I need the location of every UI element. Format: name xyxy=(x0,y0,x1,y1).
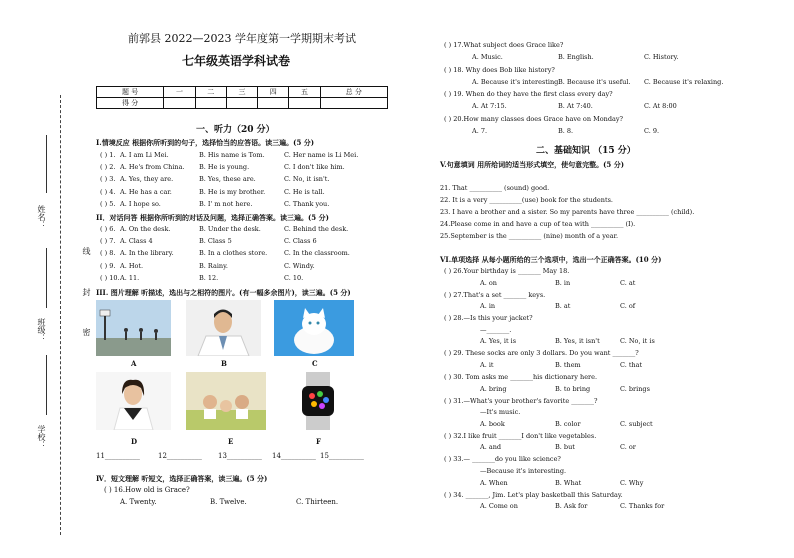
option-c[interactable]: C. Why xyxy=(620,478,644,487)
name-label: 姓名： xyxy=(37,205,46,229)
question-number: ( ) 9. xyxy=(100,261,116,270)
option-b[interactable]: B. Ask for xyxy=(555,502,588,511)
part1-title: 一、听力（20 分） xyxy=(196,125,275,135)
score-cell[interactable] xyxy=(289,98,320,109)
option-b[interactable]: B. Class 5 xyxy=(199,237,232,246)
option-b[interactable]: B. 8. xyxy=(558,126,574,135)
school-label: 学校： xyxy=(37,425,46,449)
school-line xyxy=(46,355,47,415)
option-c[interactable]: C. I don't like him. xyxy=(284,163,345,172)
section6-title: VI.单项选择 从每小题所给的三个选项中，选出一个正确答案。(10 分) xyxy=(440,255,662,264)
option-c[interactable]: C. of xyxy=(620,302,636,311)
option-c[interactable]: C. Thanks for xyxy=(620,502,665,511)
option-a[interactable]: A. Class 4 xyxy=(120,237,153,246)
option-c[interactable]: C. No, it isn't. xyxy=(284,175,330,184)
picture-label-d: D xyxy=(131,437,138,446)
option-b[interactable]: B. Yes, these are. xyxy=(199,175,256,184)
option-a[interactable]: A. Music. xyxy=(472,53,503,61)
score-cell: 一 xyxy=(164,87,195,98)
blank-12[interactable]: 12__________ xyxy=(158,452,202,460)
option-b[interactable]: B. them xyxy=(555,361,581,369)
question-number: ( ) 10. xyxy=(100,273,120,282)
listening-question: ( ) 17.What subject does Grace like? xyxy=(444,41,564,49)
question-number: ( ) 5. xyxy=(100,199,116,208)
picture-label-c: C xyxy=(312,359,318,368)
picture-c-cat xyxy=(274,300,354,356)
option-c[interactable]: C. 10. xyxy=(284,273,304,282)
option-c[interactable]: C. History. xyxy=(644,53,679,61)
section5-title: V.句意填词 用所给词的适当形式填空，使句意完整。(5 分) xyxy=(440,160,625,169)
option-a[interactable]: A. 7. xyxy=(472,126,488,135)
score-cell: 题 号 xyxy=(97,87,164,98)
option-c[interactable]: C. subject xyxy=(620,419,653,428)
option-a[interactable]: A. 11. xyxy=(120,273,140,282)
score-table xyxy=(96,86,388,109)
question-number: ( ) 4. xyxy=(100,187,116,196)
option-b[interactable]: B. What xyxy=(555,478,582,487)
picture-label-e: E xyxy=(228,437,234,446)
option-a[interactable]: A. on xyxy=(480,278,497,287)
mcq-question: ( ) 26.Your birthday is _______ May 18. xyxy=(444,267,570,275)
option-a[interactable]: A. Yes, they are. xyxy=(120,175,174,184)
mcq-question-line2: —It's music. xyxy=(480,408,521,417)
option-c[interactable]: C. 9. xyxy=(644,126,660,135)
option-c[interactable]: C. brings xyxy=(620,384,650,393)
option-c[interactable]: C. In the classroom. xyxy=(284,249,350,258)
option-a[interactable]: A. When xyxy=(480,478,508,487)
picture-label-a: A xyxy=(131,359,137,368)
option-b[interactable]: B. but xyxy=(555,443,575,452)
option-a[interactable]: A. Hot. xyxy=(120,261,144,270)
mcq-question: ( ) 27.That's a set _______ keys. xyxy=(444,290,546,299)
score-cell[interactable] xyxy=(320,98,387,109)
option-a[interactable]: A. He's from China. xyxy=(120,163,185,172)
option-a[interactable]: A. At 7:15. xyxy=(472,102,507,110)
blank-14[interactable]: 14__________ xyxy=(272,452,316,460)
mcq-question: ( ) 30. Tom asks me _______his dictionary here. xyxy=(444,373,598,381)
option-c[interactable]: C. Behind the desk. xyxy=(284,225,349,233)
picture-e-family xyxy=(186,372,266,430)
option-b[interactable]: B. He is young. xyxy=(199,163,250,172)
class-label: 班级： xyxy=(37,318,46,342)
score-cell: 总 分 xyxy=(320,87,387,98)
option-a[interactable]: A. in xyxy=(480,302,496,311)
seal-dashed-line xyxy=(60,95,61,535)
q16-option-a[interactable]: A. Twenty. xyxy=(120,498,157,506)
option-c[interactable]: C. Because it's relaxing. xyxy=(644,77,724,86)
score-cell: 得 分 xyxy=(97,98,164,109)
mcq-question: ( ) 28.—Is this your jacket? xyxy=(444,314,533,323)
option-b[interactable]: B. 12. xyxy=(199,273,219,282)
option-b[interactable]: B. English. xyxy=(558,53,594,61)
picture-label-f: F xyxy=(316,437,321,446)
mcq-question: ( ) 34. _______, Jim. Let's play basketball this Saturday. xyxy=(444,490,623,499)
question-number: ( ) 2. xyxy=(100,163,116,172)
seal-char-secret: 密 xyxy=(82,328,91,336)
option-c[interactable]: C. Class 6 xyxy=(284,237,317,246)
option-c[interactable]: C. No, it is xyxy=(620,337,655,346)
mcq-question: ( ) 29. These socks are only 3 dollars. Do you want _______? xyxy=(444,349,639,358)
option-b[interactable]: B. Because it's useful. xyxy=(558,77,631,86)
option-b[interactable]: B. Under the desk. xyxy=(199,225,261,233)
option-b[interactable]: B. to bring xyxy=(555,384,591,393)
option-b[interactable]: B. He is my brother. xyxy=(199,187,266,196)
option-a[interactable]: A. I am Li Mei. xyxy=(120,151,169,159)
section4-title: Ⅳ．短文理解 听短文，选择正确答案，读三遍。(5 分) xyxy=(96,474,268,483)
picture-label-b: B xyxy=(221,359,227,368)
option-c[interactable]: C. At 8:00 xyxy=(644,102,677,110)
option-a[interactable]: A. In the library. xyxy=(120,249,174,258)
score-cell: 二 xyxy=(195,87,226,98)
question-16: ( ) 16.How old is Grace? xyxy=(104,486,190,494)
option-b[interactable]: B. I' m not here. xyxy=(199,199,253,208)
score-cell[interactable] xyxy=(195,98,226,109)
blank-11[interactable]: 11__________ xyxy=(96,452,140,460)
option-a[interactable]: A. On the desk. xyxy=(120,225,171,233)
option-c[interactable]: C. Thank you. xyxy=(284,199,330,208)
question-number: ( ) 1. xyxy=(100,151,116,159)
picture-f-smartwatch xyxy=(282,372,354,430)
mcq-question-line2: —_______. xyxy=(480,325,512,334)
q16-option-b[interactable]: B. Twelve. xyxy=(210,498,247,506)
option-b[interactable]: B. in xyxy=(555,278,571,287)
score-cell: 四 xyxy=(258,87,289,98)
question-number: ( ) 3. xyxy=(100,175,116,184)
option-a[interactable]: A. Because it's interesting. xyxy=(472,77,561,86)
listening-question: ( ) 18. Why does Bob like history? xyxy=(444,65,555,74)
picture-b-doctor xyxy=(186,300,261,356)
option-b[interactable]: B. His name is Tom. xyxy=(199,151,265,159)
option-a[interactable]: A. I hope so. xyxy=(120,199,161,208)
option-b[interactable]: B. at xyxy=(555,302,571,311)
option-c[interactable]: C. at xyxy=(620,278,636,287)
fill-blank-item[interactable]: 23. I have a brother and a sister. So my parents have three __________ (child). xyxy=(440,208,695,216)
section2-title: II．对话问答 根据你所听到的对话及问题，选择正确答案。读三遍。(5 分) xyxy=(96,213,329,222)
question-number: ( ) 7. xyxy=(100,237,116,246)
option-a[interactable]: A. book xyxy=(480,419,505,428)
mcq-question: ( ) 31.—What's your brother's favorite _______? xyxy=(444,396,598,405)
option-b[interactable]: B. At 7:40. xyxy=(558,102,593,110)
exam-subtitle: 七年级英语学科试卷 xyxy=(182,54,291,68)
option-b[interactable]: B. Yes, it isn't xyxy=(555,337,600,346)
question-number: ( ) 6. xyxy=(100,225,116,233)
seal-char-line: 线 xyxy=(82,247,91,255)
option-c[interactable]: C. He is tall. xyxy=(284,187,325,196)
option-b[interactable]: B. Rainy. xyxy=(199,261,228,270)
fill-blank-item[interactable]: 21. That __________ (sound) good. xyxy=(440,184,550,192)
mcq-question: ( ) 33.— _______do you like science? xyxy=(444,455,561,464)
score-cell[interactable] xyxy=(226,98,257,109)
picture-a-basketball xyxy=(96,300,171,356)
mcq-question-line2: —Because it's interesting. xyxy=(480,467,567,475)
option-a[interactable]: A. He has a car. xyxy=(120,187,172,196)
score-cell: 五 xyxy=(289,87,320,98)
fill-blank-item[interactable]: 25.September is the __________ (nine) month of a year. xyxy=(440,232,619,240)
option-c[interactable]: C. or xyxy=(620,443,636,452)
fill-blank-item[interactable]: 24.Please come in and have a cup of tea with __________ (I). xyxy=(440,220,636,228)
mcq-question: ( ) 32.I like fruit _______I don't like vegetables. xyxy=(444,431,597,440)
section3-title: III. 图片理解 听描述，选出与之相符的图片。(有一幅多余图片)，读三遍。(5 分) xyxy=(96,288,351,297)
fill-blank-item[interactable]: 22. It is a very __________(use) book for the students. xyxy=(440,196,613,204)
score-cell[interactable] xyxy=(258,98,289,109)
option-b[interactable]: B. In a clothes store. xyxy=(199,249,268,258)
option-c[interactable]: C. Her name is Li Mei. xyxy=(284,151,359,159)
option-a[interactable]: A. it xyxy=(480,361,494,369)
option-c[interactable]: C. Windy. xyxy=(284,261,315,270)
listening-question: ( ) 20.How many classes does Grace have on Monday? xyxy=(444,114,624,123)
blank-15[interactable]: 15__________ xyxy=(320,452,364,460)
option-b[interactable]: B. color xyxy=(555,419,581,428)
listening-question: ( ) 19. When do they have the first class every day? xyxy=(444,90,613,98)
name-line xyxy=(46,135,47,193)
option-a[interactable]: A. Come on xyxy=(480,502,518,511)
section1-title: Ⅰ.情境反应 根据你所听到的句子，选择恰当的应答语。读三遍。(5 分) xyxy=(96,138,315,147)
blank-13[interactable]: 13__________ xyxy=(218,452,262,460)
score-cell[interactable] xyxy=(164,98,195,109)
seal-char-seal: 封 xyxy=(82,288,91,296)
picture-d-woman xyxy=(96,372,171,430)
question-number: ( ) 8. xyxy=(100,249,116,258)
exam-title: 前郭县 2022—2023 学年度第一学期期末考试 xyxy=(128,32,356,45)
class-line xyxy=(46,248,47,308)
option-a[interactable]: A. and xyxy=(480,443,502,452)
option-a[interactable]: A. bring xyxy=(480,384,507,393)
q16-option-c[interactable]: C. Thirteen. xyxy=(296,498,339,506)
option-c[interactable]: C. that xyxy=(620,361,643,369)
score-cell: 三 xyxy=(226,87,257,98)
option-a[interactable]: A. Yes, it is xyxy=(480,337,517,346)
part2-title: 二、基础知识 （15 分） xyxy=(536,146,636,156)
